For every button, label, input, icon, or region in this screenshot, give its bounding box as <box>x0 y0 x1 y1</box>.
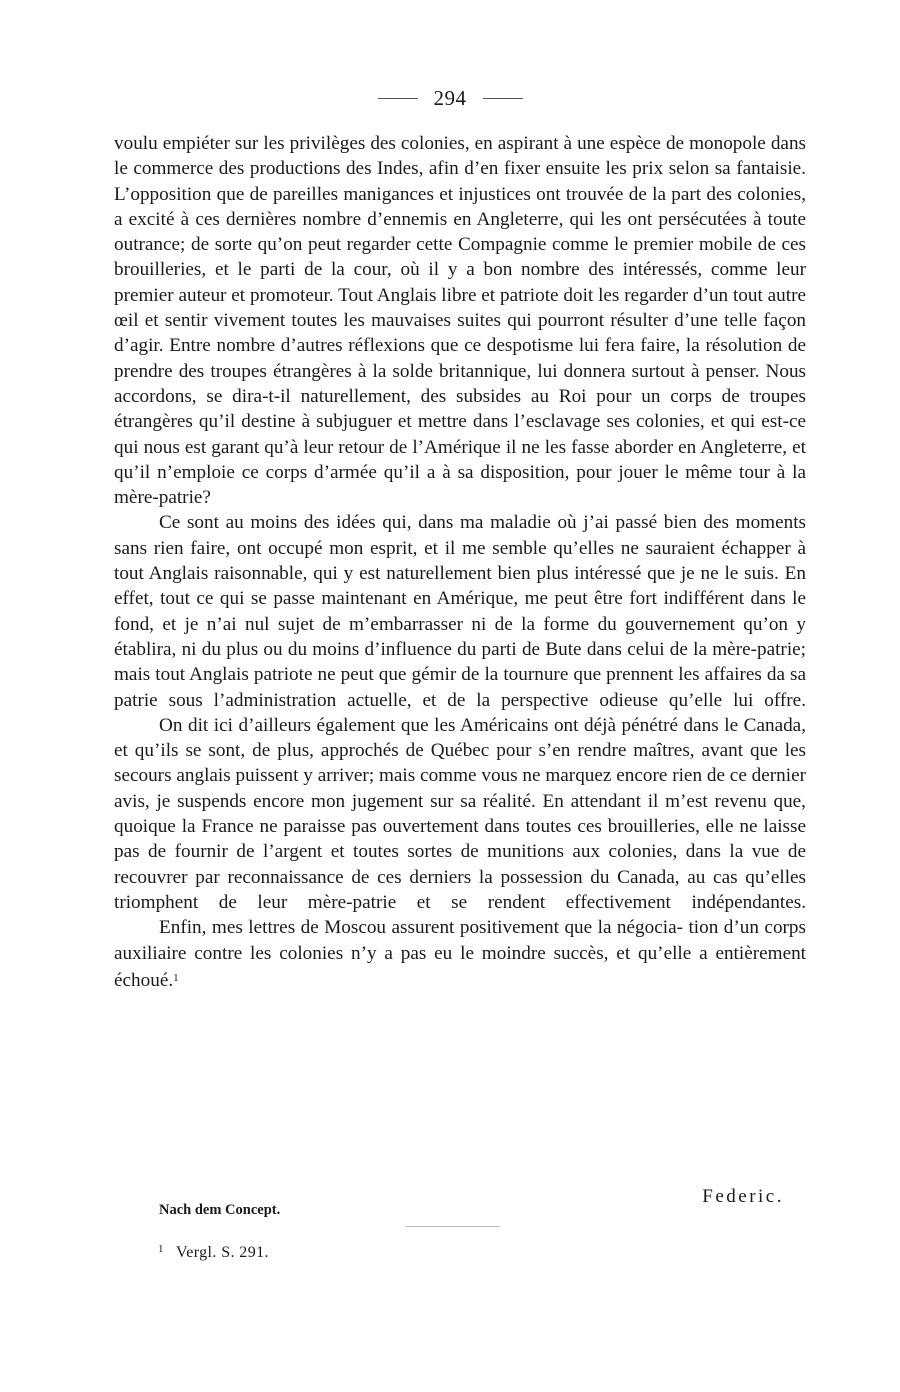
text-line: sortes de munitions aux colonies, dans la vue de recouvrer par <box>114 841 806 888</box>
paragraph <box>114 510 806 712</box>
letter-body <box>114 131 806 993</box>
text-line: ces brouilleries, elle ne laisse pas de fournir de l’argent et toutes <box>114 816 806 863</box>
text-line: forme du gouvernement qu’on y établira, ni du plus ou du moins d’influence <box>114 613 806 660</box>
text-line: fixer ensuite les prix selon sa fantaisie. L’opposition que de pareilles <box>114 158 807 205</box>
text-line: telle façon d’agir. Entre nombre d’autres réflexions que ce despotisme <box>114 310 807 357</box>
text-line: indifférent dans le fond, et je n’ai nul sujet de m’embarrasser ni de la <box>114 588 807 635</box>
text-line: mais comme vous ne marquez encore rien de ce dernier avis, je <box>114 765 806 812</box>
text-line: On dit ici d’ailleurs également que les Américains ont déjà pénétré <box>159 714 678 736</box>
text-line: succès, et qu’elle a entièrement échoué. <box>114 942 807 991</box>
paragraph <box>114 915 806 993</box>
text-line: qu’elle lui offre. <box>668 689 806 711</box>
text-line: à ces dernières nombre d’ennemis en Angleterre, qui les ont persécutées <box>180 208 747 230</box>
text-line: à toute outrance; de sorte qu’on peut regarder cette Compagnie comme <box>114 208 807 256</box>
text-line: Ce sont au moins des idées qui, dans ma maladie où j’ai passé <box>159 512 658 534</box>
text-line: tion d’un corps auxiliaire contre les colonies n’y a pas eu le moindre <box>114 917 806 964</box>
text-line: de monopole dans le commerce des productions des Indes, afin d’en <box>114 133 807 180</box>
text-line: les fasse aborder en Angleterre, et qu’il n’emploie ce corps d’armée <box>114 436 806 483</box>
text-line: qui est-ce qui nous est garant qu’à leur retour de l’Amérique il ne <box>114 411 807 458</box>
text-line: tout ce qui se passe maintenant en Amérique, me peut être fort <box>160 588 657 610</box>
signature: Federic. <box>702 1186 784 1207</box>
text-line: dans le Canada, et qu’ils se sont, de plus, approchés de Québec pour <box>114 714 806 762</box>
footnote-separator <box>405 1226 500 1227</box>
text-line: patriote ne peut que gémir de la tournure que prennent les affaires <box>253 664 762 686</box>
header-rule-left <box>378 98 418 99</box>
text-line: manigances et injustices ont trouvée de la part des colonies, a excité <box>114 183 806 230</box>
text-line: naturellement, des subsides au Roi pour un corps de troupes étrangères <box>114 385 806 433</box>
text-line: da sa patrie sous l’administration actuelle, et de la perspective odieuse <box>114 664 807 711</box>
source-note: Nach dem Concept. <box>159 1202 281 1218</box>
text-line: bon nombre des intéressés, comme leur premier auteur et promoteur. <box>114 259 806 306</box>
text-line: suspends encore mon jugement sur sa réalité. En attendant il m’est <box>177 790 708 812</box>
text-line: voulu empiéter sur les privilèges des colonies, en aspirant à une espèce <box>114 133 661 154</box>
text-line: semble qu’elles ne sauraient échapper à tout Anglais raisonnable, qui <box>114 537 806 585</box>
text-line: britannique, lui donnera surtout à penser. Nous accordons, se dira-t-il <box>114 360 807 407</box>
footnote <box>158 1243 269 1262</box>
page-number: 294 <box>433 86 467 110</box>
footnote-text: Vergl. S. 291. <box>176 1244 269 1261</box>
text-line: s’en rendre maîtres, avant que les secours anglais puissent y arriver; <box>114 740 807 787</box>
text-line: y est naturellement bien plus intéressé que je ne le suis. En effet, <box>114 563 806 610</box>
footnote-marker: 1 <box>158 1243 164 1255</box>
text-line: bien des moments sans rien faire, ont occupé mon esprit, et il me <box>114 512 807 559</box>
text-line: reconnaissance de ces derniers la possession du Canada, au cas qu’elles <box>227 866 807 888</box>
paragraph <box>114 131 806 510</box>
footnote-reference-marker: 1 <box>173 971 179 984</box>
page-header <box>0 86 900 111</box>
text-line: Enfin, mes lettres de Moscou assurent positivement que la négocia- <box>159 917 683 939</box>
text-line: lui fera faire, la résolution de prendre des troupes étrangères à la solde <box>114 335 806 382</box>
text-line: du parti de Bute dans celui de la mère-patrie; mais tout Anglais <box>114 638 806 686</box>
text-line: qu’il a à sa disposition, pour jouer le même tour à la mère-patrie? <box>114 461 807 509</box>
text-line: Tout Anglais libre et patriote doit les regarder d’un tout autre œil et <box>114 284 806 332</box>
paragraph <box>114 713 806 915</box>
text-line: sentir vivement toutes les mauvaises suites qui pourront résulter d’une <box>164 310 718 332</box>
text-line: triomphent de leur mère-patrie et se rendent effectivement indépendantes. <box>114 891 806 913</box>
header-rule-right <box>483 98 523 99</box>
text-line: revenu que, quoique la France ne paraisse pas ouvertement dans toutes <box>114 790 806 838</box>
text-line: qu’il destine à subjuguer et mettre dans l’esclavage ses colonies, et <box>198 411 725 433</box>
text-line: le premier mobile de ces brouilleries, et le parti de la cour, où il y a <box>114 234 806 281</box>
